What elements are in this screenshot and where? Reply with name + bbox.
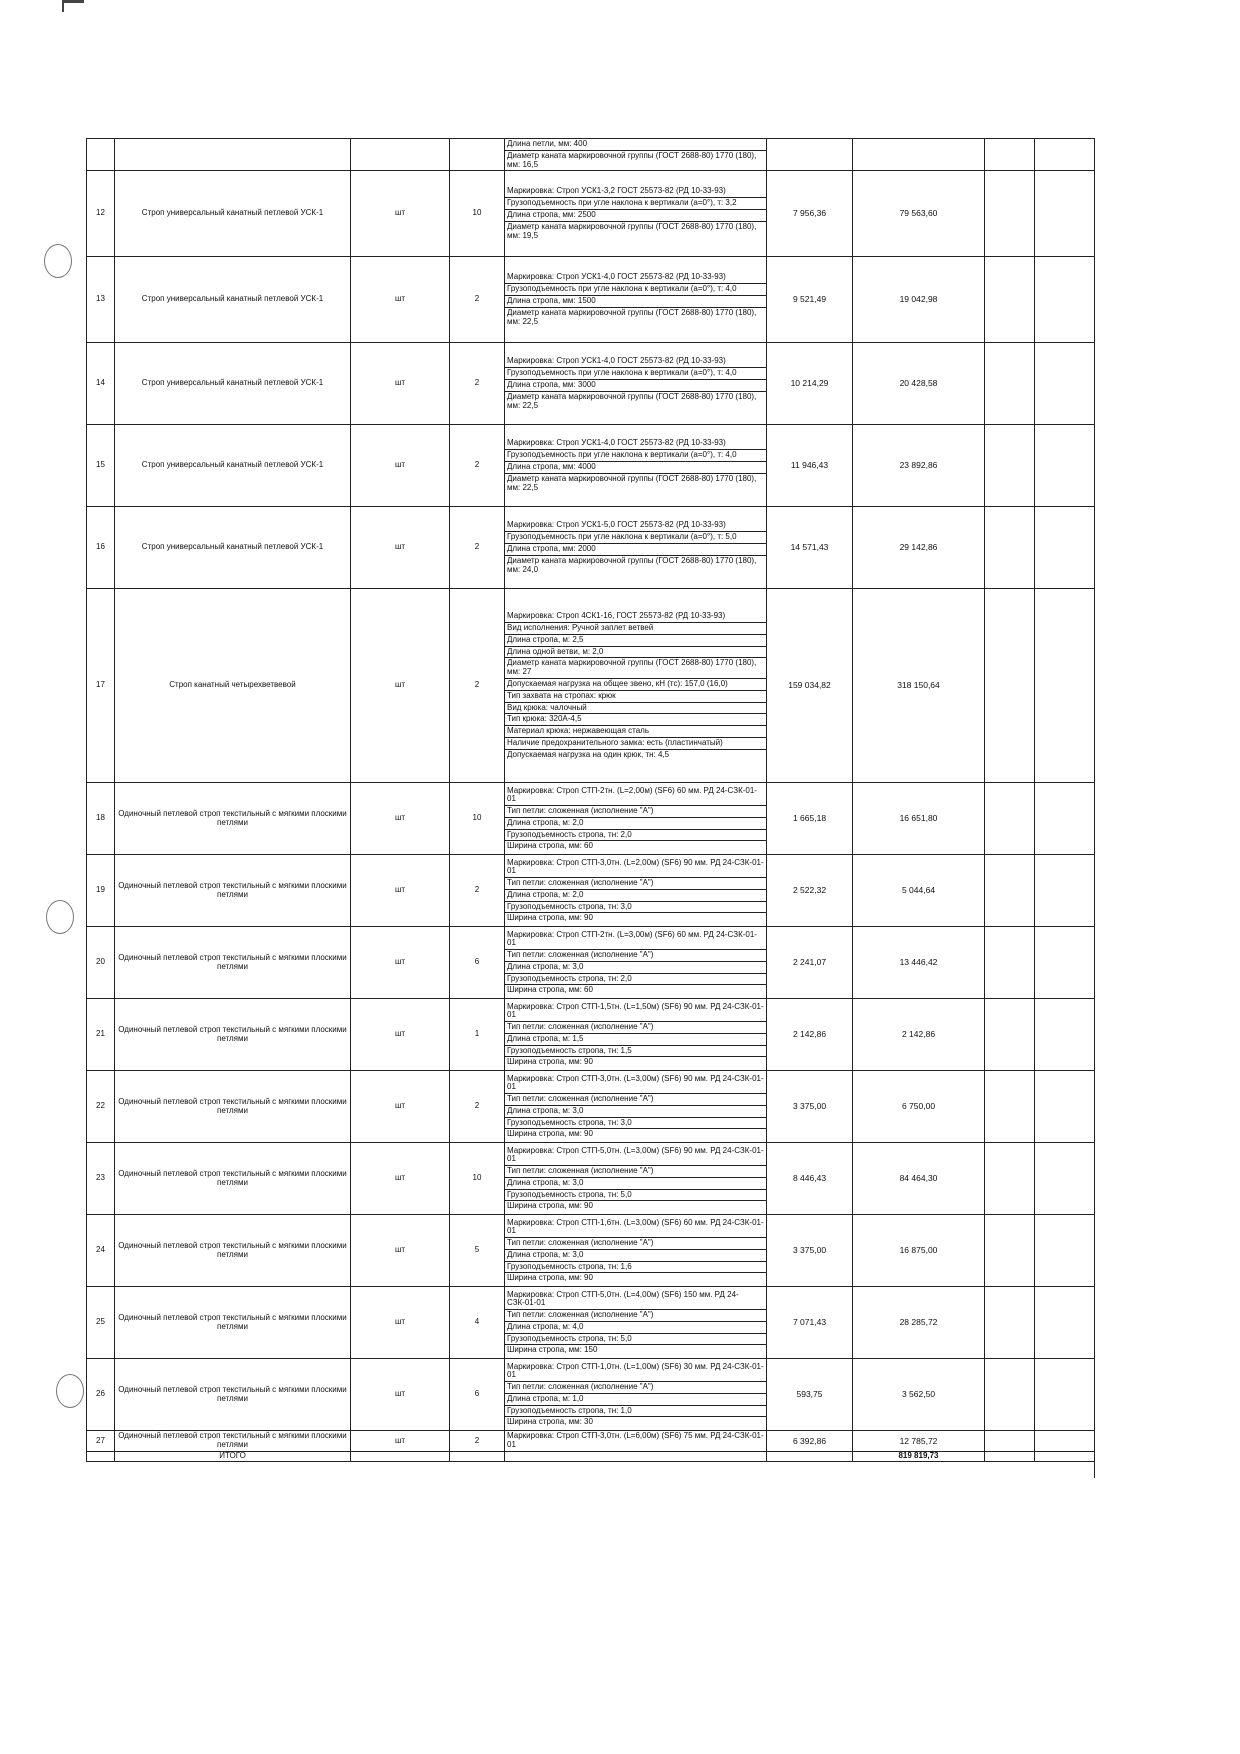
unit: шт [351, 999, 450, 1071]
scan-mark [62, 0, 84, 3]
spec-line: Тип крюка: 320А-4,5 [505, 714, 766, 726]
spec-line: Длина стропа, м: 2,0 [505, 818, 766, 830]
spec-line: Грузоподъемность стропа, тн: 3,0 [505, 902, 766, 914]
unit: шт [351, 425, 450, 507]
spec-line: Маркировка: Строп СТП-3,0тн. (L=3,00м) (SF6) 90 мм. РД 24-СЗК-01-01 [505, 1074, 766, 1095]
spec-line: Ширина стропа, мм: 60 [507, 841, 593, 851]
spec-line: Тип петли: сложенная (исполнение "А") [505, 1094, 766, 1106]
table-row [87, 257, 1095, 343]
spec-line: Грузоподъемность при угле наклона к вертикали (а=0°), т: 5,0 [505, 532, 766, 544]
empty-cell [985, 999, 1035, 1071]
row-number: 17 [87, 589, 115, 783]
unit-price: 2 142,86 [767, 999, 853, 1071]
spec-line: Допускаемая нагрузка на общее звено, кН (тс): 157,0 (16,0) [505, 679, 766, 691]
unit: шт [351, 1359, 450, 1431]
row-number: 25 [87, 1287, 115, 1359]
spec-line: Тип петли: сложенная (исполнение "А") [505, 1022, 766, 1034]
spec-line: Диаметр каната маркировочной группы (ГОСТ 2688-80) 1770 (180), мм: 22,5 [507, 307, 757, 326]
row-number: 27 [87, 1431, 115, 1452]
table-row [87, 1143, 1095, 1215]
spec-line: Диаметр каната маркировочной группы (ГОСТ 2688-80) 1770 (180), мм: 19,5 [507, 221, 757, 240]
quantity: 2 [450, 343, 505, 425]
spec-line: Длина стропа, м: 2,0 [505, 890, 766, 902]
unit: шт [351, 927, 450, 999]
unit-price: 10 214,29 [767, 343, 853, 425]
item-name: Одиночный петлевой строп текстильный с мягкими плоскими петлями [115, 927, 351, 999]
empty-cell [985, 783, 1035, 855]
unit-price: 159 034,82 [767, 589, 853, 783]
spec-cell [505, 855, 767, 927]
spec-cell [505, 425, 767, 507]
table-row [87, 507, 1095, 589]
item-name: Строп универсальный канатный петлевой УСК-1 [115, 171, 351, 257]
empty-cell [985, 589, 1035, 783]
spec-line: Маркировка: Строп СТП-5,0тн. (L=4,00м) (SF6) 150 мм. РД 24-СЗК-01-01 [505, 1290, 766, 1311]
spec-line: Диаметр каната маркировочной группы (ГОСТ 2688-80) 1770 (180), мм: 22,5 [507, 473, 757, 492]
spec-line: Ширина стропа, мм: 60 [507, 985, 593, 995]
spec-line: Грузоподъемность стропа, тн: 1,6 [505, 1262, 766, 1274]
spec-line: Тип петли: сложенная (исполнение "А") [505, 1238, 766, 1250]
spec-line: Длина петли, мм: 400 [505, 139, 766, 151]
spec-line: Диаметр каната маркировочной группы (ГОСТ 2688-80) 1770 (180), мм: 27 [505, 658, 766, 679]
spec-line: Длина стропа, м: 3,0 [505, 1178, 766, 1190]
spec-line: Тип петли: сложенная (исполнение "А") [505, 806, 766, 818]
spec-line: Диаметр каната маркировочной группы (ГОСТ 2688-80) 1770 (180), мм: 22,5 [507, 391, 757, 410]
quantity: 6 [450, 927, 505, 999]
table-row [87, 1215, 1095, 1287]
item-name: Одиночный петлевой строп текстильный с мягкими плоскими петлями [115, 783, 351, 855]
spec-line: Вид исполнения: Ручной заплет ветвей [505, 623, 766, 635]
unit-price: 9 521,49 [767, 257, 853, 343]
unit-price: 593,75 [767, 1359, 853, 1431]
unit: шт [351, 257, 450, 343]
line-total: 318 150,64 [853, 589, 985, 783]
empty-cell [1035, 927, 1095, 999]
unit: шт [351, 855, 450, 927]
unit: шт [351, 343, 450, 425]
unit-price: 3 375,00 [767, 1215, 853, 1287]
table-row [87, 589, 1095, 783]
spec-line: Длина стропа, м: 3,0 [505, 1106, 766, 1118]
spec-cell [505, 927, 767, 999]
empty-cell [1035, 425, 1095, 507]
spec-line: Длина стропа, м: 4,0 [505, 1322, 766, 1334]
row-number: 15 [87, 425, 115, 507]
table-row [87, 783, 1095, 855]
spec-line: Маркировка: Строп СТП-1,5тн. (L=1,50м) (SF6) 90 мм. РД 24-СЗК-01-01 [505, 1002, 766, 1023]
table-row [87, 1287, 1095, 1359]
unit: шт [351, 507, 450, 589]
spec-cell [505, 589, 767, 783]
spec-line: Маркировка: Строп СТП-5,0тн. (L=3,00м) (SF6) 90 мм. РД 24-СЗК-01-01 [505, 1146, 766, 1167]
table-row [87, 855, 1095, 927]
spec-line: Длина стропа, м: 3,0 [505, 962, 766, 974]
scan-mark [62, 0, 64, 12]
spec-line: Материал крюка: нержавеющая сталь [505, 726, 766, 738]
unit: шт [351, 1071, 450, 1143]
total-label: ИТОГО [115, 1451, 351, 1461]
spec-line: Тип петли: сложенная (исполнение "А") [505, 1310, 766, 1322]
row-number: 20 [87, 927, 115, 999]
spec-line: Ширина стропа, мм: 90 [507, 1273, 593, 1283]
spec-line: Грузоподъемность при угле наклона к вертикали (а=0°), т: 4,0 [505, 368, 766, 380]
quantity: 4 [450, 1287, 505, 1359]
unit-price: 7 956,36 [767, 171, 853, 257]
spec-line: Маркировка: Строп УСК1-5,0 ГОСТ 25573-82 (РД 10-33-93) [505, 520, 766, 532]
empty-cell [1035, 1215, 1095, 1287]
quantity: 10 [450, 171, 505, 257]
row-number: 12 [87, 171, 115, 257]
spec-line: Маркировка: Строп УСК1-4,0 ГОСТ 25573-82 (РД 10-33-93) [505, 438, 766, 450]
binder-hole [46, 900, 74, 934]
empty-cell [1035, 1071, 1095, 1143]
empty-cell [985, 171, 1035, 257]
quantity: 2 [450, 425, 505, 507]
empty-cell [985, 1071, 1035, 1143]
specification-table [86, 138, 1095, 1462]
table-row [87, 425, 1095, 507]
item-name: Одиночный петлевой строп текстильный с мягкими плоскими петлями [115, 1359, 351, 1431]
spec-line: Длина стропа, м: 1,5 [505, 1034, 766, 1046]
unit: шт [351, 1431, 450, 1452]
spec-cell [505, 507, 767, 589]
table-row [87, 927, 1095, 999]
spec-line: Ширина стропа, мм: 30 [507, 1417, 593, 1427]
spec-line: Маркировка: Строп УСК1-4,0 ГОСТ 25573-82 (РД 10-33-93) [505, 356, 766, 368]
spec-cell [505, 139, 767, 171]
unit: шт [351, 1215, 450, 1287]
row-number: 23 [87, 1143, 115, 1215]
spec-line: Маркировка: Строп СТП-3,0тн. (L=6,00м) (SF6) 75 мм. РД 24-СЗК-01-01 [507, 1431, 764, 1450]
spec-line: Длина стропа, мм: 2500 [505, 210, 766, 222]
spec-cell [505, 999, 767, 1071]
empty-cell [985, 425, 1035, 507]
row-number: 22 [87, 1071, 115, 1143]
spec-line: Маркировка: Строп УСК1-3,2 ГОСТ 25573-82 (РД 10-33-93) [505, 186, 766, 198]
empty-cell [1035, 1143, 1095, 1215]
spec-line: Грузоподъемность стропа, тн: 1,5 [505, 1046, 766, 1058]
quantity: 2 [450, 1071, 505, 1143]
spec-line: Длина стропа, мм: 3000 [505, 380, 766, 392]
spec-line: Тип петли: сложенная (исполнение "А") [505, 1166, 766, 1178]
quantity: 2 [450, 257, 505, 343]
table-row [87, 1071, 1095, 1143]
item-name: Одиночный петлевой строп текстильный с мягкими плоскими петлями [115, 1143, 351, 1215]
empty-cell [985, 1431, 1035, 1452]
spec-line: Тип захвата на стропах: крюк [505, 691, 766, 703]
spec-line: Грузоподъемность при угле наклона к вертикали (а=0°), т: 4,0 [505, 450, 766, 462]
unit-price: 8 446,43 [767, 1143, 853, 1215]
empty-cell [985, 1143, 1035, 1215]
spec-line: Грузоподъемность стропа, тн: 2,0 [505, 974, 766, 986]
empty-cell [1035, 257, 1095, 343]
quantity: 2 [450, 855, 505, 927]
spec-line: Допускаемая нагрузка на один крюк, тн: 4,5 [507, 749, 670, 759]
empty-cell [1035, 343, 1095, 425]
spec-line: Грузоподъемность при угле наклона к вертикали (а=0°), т: 4,0 [505, 284, 766, 296]
spec-cell [505, 1215, 767, 1287]
spec-line: Длина стропа, мм: 2000 [505, 544, 766, 556]
empty-cell [1035, 783, 1095, 855]
empty-cell [1035, 999, 1095, 1071]
empty-cell [985, 1359, 1035, 1431]
spec-line: Грузоподъемность стропа, тн: 1,0 [505, 1406, 766, 1418]
table-row [87, 343, 1095, 425]
line-total: 79 563,60 [853, 171, 985, 257]
spec-line: Маркировка: Строп СТП-1,0тн. (L=1,00м) (SF6) 30 мм. РД 24-СЗК-01-01 [505, 1362, 766, 1383]
quantity: 2 [450, 507, 505, 589]
line-total: 13 446,42 [853, 927, 985, 999]
empty-cell [1035, 1431, 1095, 1452]
quantity: 2 [450, 1431, 505, 1452]
item-name: Одиночный петлевой строп текстильный с мягкими плоскими петлями [115, 1287, 351, 1359]
row-number: 19 [87, 855, 115, 927]
spec-cell [505, 1071, 767, 1143]
unit-price: 11 946,43 [767, 425, 853, 507]
row-number: 16 [87, 507, 115, 589]
empty-cell [985, 855, 1035, 927]
spec-cell [505, 1359, 767, 1431]
spec-line: Длина стропа, мм: 1500 [505, 296, 766, 308]
spec-line: Маркировка: Строп СТП-3,0тн. (L=2,00м) (SF6) 90 мм. РД 24-СЗК-01-01 [505, 858, 766, 879]
spec-line: Ширина стропа, мм: 90 [507, 1201, 593, 1211]
spec-line: Вид крюка: чалочный [505, 703, 766, 715]
spec-line: Грузоподъемность при угле наклона к вертикали (а=0°), т: 3,2 [505, 198, 766, 210]
empty-cell [985, 257, 1035, 343]
spec-line: Диаметр каната маркировочной группы (ГОСТ 2688-80) 1770 (180), мм: 24,0 [507, 555, 757, 574]
quantity: 10 [450, 1143, 505, 1215]
unit: шт [351, 171, 450, 257]
spec-line: Длина стропа, мм: 4000 [505, 462, 766, 474]
empty-cell [1035, 171, 1095, 257]
line-total: 28 285,72 [853, 1287, 985, 1359]
spec-cell [505, 343, 767, 425]
line-total: 6 750,00 [853, 1071, 985, 1143]
unit-price: 3 375,00 [767, 1071, 853, 1143]
quantity: 5 [450, 1215, 505, 1287]
spec-line: Длина стропа, м: 3,0 [505, 1250, 766, 1262]
spec-line: Ширина стропа, мм: 90 [507, 1129, 593, 1139]
binder-hole [44, 244, 72, 278]
unit: шт [351, 783, 450, 855]
binder-hole [56, 1374, 84, 1408]
unit: шт [351, 589, 450, 783]
line-total: 12 785,72 [853, 1431, 985, 1452]
spec-line: Ширина стропа, мм: 150 [507, 1345, 598, 1355]
row-number: 21 [87, 999, 115, 1071]
unit-price: 1 665,18 [767, 783, 853, 855]
empty-cell [1035, 507, 1095, 589]
line-total: 19 042,98 [853, 257, 985, 343]
row-number: 24 [87, 1215, 115, 1287]
line-total: 16 651,80 [853, 783, 985, 855]
spec-line: Ширина стропа, мм: 90 [507, 1057, 593, 1067]
row-number: 26 [87, 1359, 115, 1431]
spec-line: Маркировка: Строп УСК1-4,0 ГОСТ 25573-82 (РД 10-33-93) [505, 272, 766, 284]
row-number: 18 [87, 783, 115, 855]
item-name: Одиночный петлевой строп текстильный с мягкими плоскими петлями [115, 855, 351, 927]
spec-line: Наличие предохранительного замка: есть (пластинчатый) [505, 738, 766, 750]
spec-line: Маркировка: Строп СТП-1,6тн. (L=3,00м) (SF6) 60 мм. РД 24-СЗК-01-01 [505, 1218, 766, 1239]
empty-cell [1035, 589, 1095, 783]
spec-line: Тип петли: сложенная (исполнение "А") [505, 878, 766, 890]
empty-cell [985, 927, 1035, 999]
item-name: Одиночный петлевой строп текстильный с мягкими плоскими петлями [115, 999, 351, 1071]
item-name: Одиночный петлевой строп текстильный с мягкими плоскими петлями [115, 1431, 351, 1452]
spec-line: Грузоподъемность стропа, тн: 5,0 [505, 1190, 766, 1202]
spec-cell [505, 257, 767, 343]
line-total: 16 875,00 [853, 1215, 985, 1287]
row-number: 14 [87, 343, 115, 425]
table-row-continuation [87, 139, 1095, 171]
spec-line: Диаметр каната маркировочной группы (ГОСТ 2688-80) 1770 (180), мм: 16,5 [507, 150, 757, 169]
spec-line: Маркировка: Строп СТП-2тн. (L=2,00м) (SF6) 60 мм. РД 24-СЗК-01-01 [505, 786, 766, 807]
line-total: 2 142,86 [853, 999, 985, 1071]
line-total: 29 142,86 [853, 507, 985, 589]
empty-cell [1035, 1287, 1095, 1359]
item-name: Строп универсальный канатный петлевой УСК-1 [115, 257, 351, 343]
item-name: Строп универсальный канатный петлевой УСК-1 [115, 343, 351, 425]
unit-price: 7 071,43 [767, 1287, 853, 1359]
line-total: 20 428,58 [853, 343, 985, 425]
unit-price: 2 241,07 [767, 927, 853, 999]
unit: шт [351, 1143, 450, 1215]
item-name: Строп универсальный канатный петлевой УСК-1 [115, 507, 351, 589]
item-name: Одиночный петлевой строп текстильный с мягкими плоскими петлями [115, 1215, 351, 1287]
quantity: 2 [450, 589, 505, 783]
empty-cell [1035, 855, 1095, 927]
item-name: Одиночный петлевой строп текстильный с мягкими плоскими петлями [115, 1071, 351, 1143]
table-row [87, 1431, 1095, 1452]
spec-cell [505, 1287, 767, 1359]
spec-line: Длина одной ветви, м: 2,0 [505, 647, 766, 659]
spec-cell [505, 171, 767, 257]
spec-line: Грузоподъемность стропа, тн: 3,0 [505, 1118, 766, 1130]
table-row [87, 999, 1095, 1071]
spec-line: Грузоподъемность стропа, тн: 2,0 [505, 830, 766, 842]
spec-line: Длина стропа, м: 2,5 [505, 635, 766, 647]
unit-price: 2 522,32 [767, 855, 853, 927]
row-number: 13 [87, 257, 115, 343]
line-total: 5 044,64 [853, 855, 985, 927]
spec-line: Маркировка: Строп СТП-2тн. (L=3,00м) (SF6) 60 мм. РД 24-СЗК-01-01 [505, 930, 766, 951]
table-row [87, 1359, 1095, 1431]
spec-line: Длина стропа, м: 1,0 [505, 1394, 766, 1406]
item-name: Строп канатный четырехветвевой [115, 589, 351, 783]
grand-total: 819 819,73 [853, 1451, 985, 1461]
unit-price: 14 571,43 [767, 507, 853, 589]
spec-cell [505, 1143, 767, 1215]
unit: шт [351, 1287, 450, 1359]
empty-cell [985, 507, 1035, 589]
table-row [87, 171, 1095, 257]
empty-cell [985, 1215, 1035, 1287]
quantity: 1 [450, 999, 505, 1071]
spec-cell [505, 783, 767, 855]
spec-line: Тип петли: сложенная (исполнение "А") [505, 1382, 766, 1394]
empty-cell [985, 1287, 1035, 1359]
spec-line: Тип петли: сложенная (исполнение "А") [505, 950, 766, 962]
line-total: 3 562,50 [853, 1359, 985, 1431]
spec-line: Маркировка: Строп 4СК1-16, ГОСТ 25573-82 (РД 10-33-93) [505, 611, 766, 623]
empty-cell [1035, 1359, 1095, 1431]
spec-line: Грузоподъемность стропа, тн: 5,0 [505, 1334, 766, 1346]
line-total: 23 892,86 [853, 425, 985, 507]
unit-price: 6 392,86 [767, 1431, 853, 1452]
spec-cell [505, 1431, 767, 1452]
empty-cell [985, 343, 1035, 425]
spec-line: Ширина стропа, мм: 90 [507, 913, 593, 923]
quantity: 10 [450, 783, 505, 855]
item-name: Строп универсальный канатный петлевой УСК-1 [115, 425, 351, 507]
total-row [87, 1451, 1095, 1461]
line-total: 84 464,30 [853, 1143, 985, 1215]
quantity: 6 [450, 1359, 505, 1431]
